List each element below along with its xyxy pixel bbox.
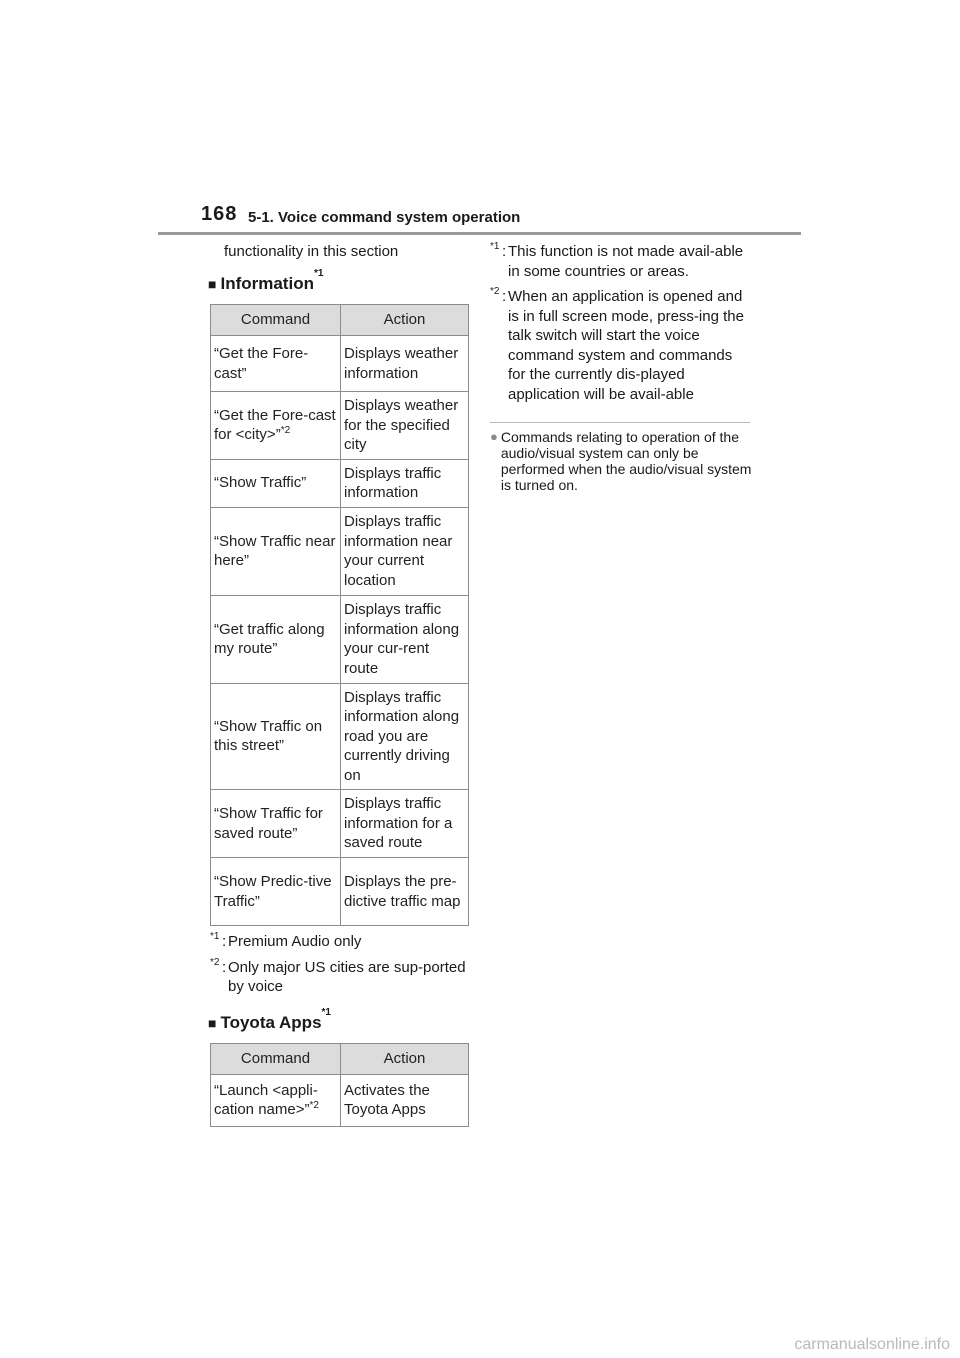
square-bullet-icon: ■ [208,276,217,292]
table-row [211,595,469,683]
toyota-apps-heading: ■ Toyota Apps *1 [208,1006,331,1032]
footnote [490,287,752,404]
command-footnote-mark: *2 [309,1100,319,1111]
table-row [211,858,469,926]
square-bullet-icon: ■ [208,1014,217,1031]
action-column-header: Action [341,1043,469,1074]
footnote-colon: : [222,933,227,950]
information-footnotes [210,932,470,997]
command-text: “Get the Fore-cast for <city>” [214,406,336,444]
action-cell: Displays traffic information along your cur-rent route [341,595,469,683]
command-cell: “Get the Fore-cast” [211,336,341,392]
footnote [490,242,752,281]
table-row [211,507,469,595]
footnote-mark: *1 [490,241,500,252]
footnote-mark: *2 [490,286,500,297]
table-row [211,336,469,392]
information-command-table [210,304,469,926]
left-column [210,240,470,1127]
action-cell: Displays traffic information for a saved route [341,790,469,858]
action-cell: Displays traffic information along road you are currently driving on [341,683,469,790]
action-cell: Activates the Toyota Apps [341,1074,469,1126]
command-column-header: Command [211,1043,341,1074]
command-cell [211,392,341,460]
watermark: carmanualsonline.info [794,1336,950,1353]
footnote-colon: : [502,288,507,305]
page-number: 168 [201,203,238,225]
footnote [210,958,470,997]
intro-text: functionality in this section [224,243,399,260]
command-cell: “Show Traffic for saved route” [211,790,341,858]
table-row [211,392,469,460]
footnote-text: This function is not made avail-able in some countries or areas. [508,243,744,280]
toyota-apps-footnotes [490,242,752,404]
section-title: 5-1. Voice command system operation [248,209,521,226]
command-column-header: Command [211,305,341,336]
footnote-text: Premium Audio only [228,933,362,950]
command-cell: “Show Traffic on this street” [211,683,341,790]
command-cell: “Show Traffic” [211,459,341,507]
command-cell [211,1074,341,1126]
table-row [211,683,469,790]
footnote-text: When an application is opened and is in full screen mode, press-ing the talk switch will start the voice command system and commands for the currently dis-played application will be avail-able [508,288,744,403]
table-row [211,459,469,507]
note-divider [490,422,750,423]
table-row [211,790,469,858]
action-column-header: Action [341,305,469,336]
information-heading: ■ Information *1 [208,268,324,293]
note-text: Commands relating to operation of the audio/visual system can only be performed when the audio/visual system is turned on. [500,429,752,493]
command-cell: “Show Predic-tive Traffic” [211,858,341,926]
footnote [210,932,470,952]
footnote-text: Only major US cities are sup-ported by voice [228,958,466,995]
footnote-mark: *1 [210,931,220,942]
header-divider [158,232,801,235]
command-text: “Launch <appli-cation name>” [214,1081,318,1118]
information-heading-text: Information [220,274,314,293]
table-row [211,1074,469,1126]
right-column [490,240,752,493]
action-cell: Displays the pre-dictive traffic map [341,858,469,926]
toyota-apps-command-table [210,1043,469,1127]
action-cell: Displays weather for the specified city [341,392,469,460]
footnote-mark: *2 [210,956,220,968]
footnote-colon: : [502,243,507,260]
footnote-colon: : [222,958,227,976]
action-cell: Displays traffic information [341,459,469,507]
action-cell: Displays weather information [341,336,469,392]
action-cell: Displays traffic information near your current location [341,507,469,595]
note-bullet [490,429,752,493]
toyota-apps-heading-text: Toyota Apps [220,1012,322,1032]
command-footnote-mark: *2 [280,425,291,437]
command-cell: “Get traffic along my route” [211,595,341,683]
circle-bullet-icon: ● [490,429,498,444]
command-cell: “Show Traffic near here” [211,507,341,595]
